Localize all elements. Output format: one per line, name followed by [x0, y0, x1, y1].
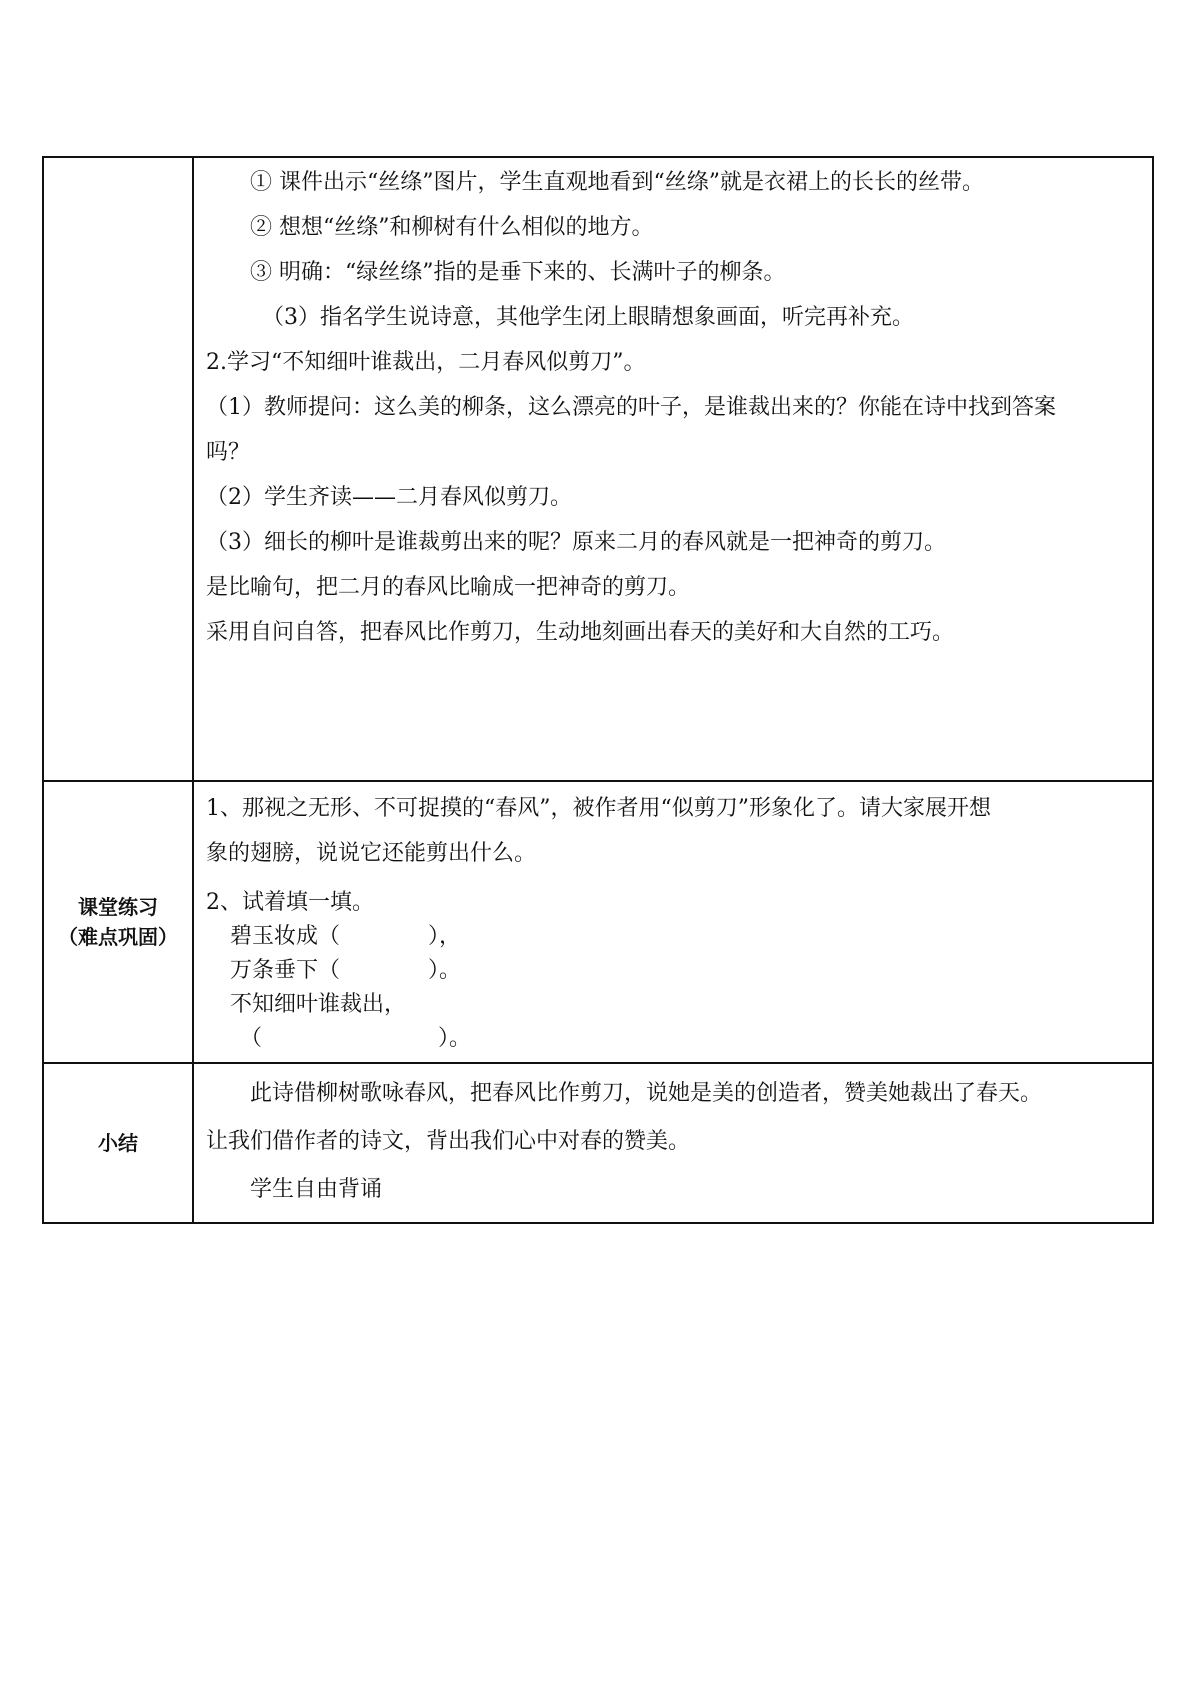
exercise-label-cell	[44, 782, 194, 1062]
row-label-empty	[44, 158, 194, 780]
text-line: ② 想想“丝绦”和柳树有什么相似的地方。	[250, 215, 654, 240]
text-line: （3）细长的柳叶是谁裁剪出来的呢？原来二月的春风就是一把神奇的剪刀。	[206, 530, 946, 555]
exercise-content	[194, 782, 1152, 1062]
question-1-line-1: 1、那视之无形、不可捉摸的“春风”，被作者用“似剪刀”形象化了。请大家展开想	[206, 796, 991, 821]
question-2-title: 2、试着填一填。	[206, 890, 374, 915]
fill-blank-3: 不知细叶谁裁出，	[230, 992, 407, 1017]
exercise-sublabel: （难点巩固）	[58, 925, 178, 949]
text-line: ③ 明确：“绿丝绦”指的是垂下来的、长满叶子的柳条。	[250, 260, 786, 285]
summary-line-2: 让我们借作者的诗文，背出我们心中对春的赞美。	[206, 1129, 691, 1154]
text-line: 是比喻句，把二月的春风比喻成一把神奇的剪刀。	[206, 575, 691, 600]
text-line: 采用自问自答，把春风比作剪刀，生动地刻画出春天的美好和大自然的工巧。	[206, 620, 955, 645]
summary-line-1: 此诗借柳树歌咏春风，把春风比作剪刀，说她是美的创造者，赞美她裁出了春天。	[250, 1081, 1043, 1106]
text-line: 2.学习“不知细叶谁裁出，二月春风似剪刀”。	[206, 350, 646, 375]
summary-line-3: 学生自由背诵	[250, 1177, 383, 1202]
text-line: ① 课件出示“丝绦”图片，学生直观地看到“丝绦”就是衣裙上的长长的丝带。	[250, 170, 984, 195]
summary-content	[194, 1064, 1152, 1222]
exercise-label: 课堂练习	[78, 895, 158, 919]
fill-blank-4: （ ）。	[240, 1026, 472, 1051]
classroom-exercise-row	[44, 780, 1152, 1062]
fill-blank-2: 万条垂下（ ）。	[230, 958, 462, 983]
fill-blank-1: 碧玉妆成（ ），	[230, 924, 462, 949]
text-line: 吗？	[206, 440, 251, 465]
teaching-process-row	[44, 158, 1152, 780]
summary-label-cell	[44, 1064, 194, 1222]
teaching-process-content	[194, 158, 1152, 780]
lesson-plan-table	[42, 156, 1154, 1224]
summary-row	[44, 1062, 1152, 1222]
text-line: （1）教师提问：这么美的柳条，这么漂亮的叶子，是谁裁出来的？你能在诗中找到答案	[206, 395, 1056, 420]
summary-label: 小结	[98, 1131, 138, 1155]
text-line: （2）学生齐读——二月春风似剪刀。	[206, 485, 572, 510]
text-line: （3）指名学生说诗意，其他学生闭上眼睛想象画面，听完再补充。	[262, 305, 914, 330]
question-1-line-2: 象的翅膀，说说它还能剪出什么。	[206, 841, 537, 866]
